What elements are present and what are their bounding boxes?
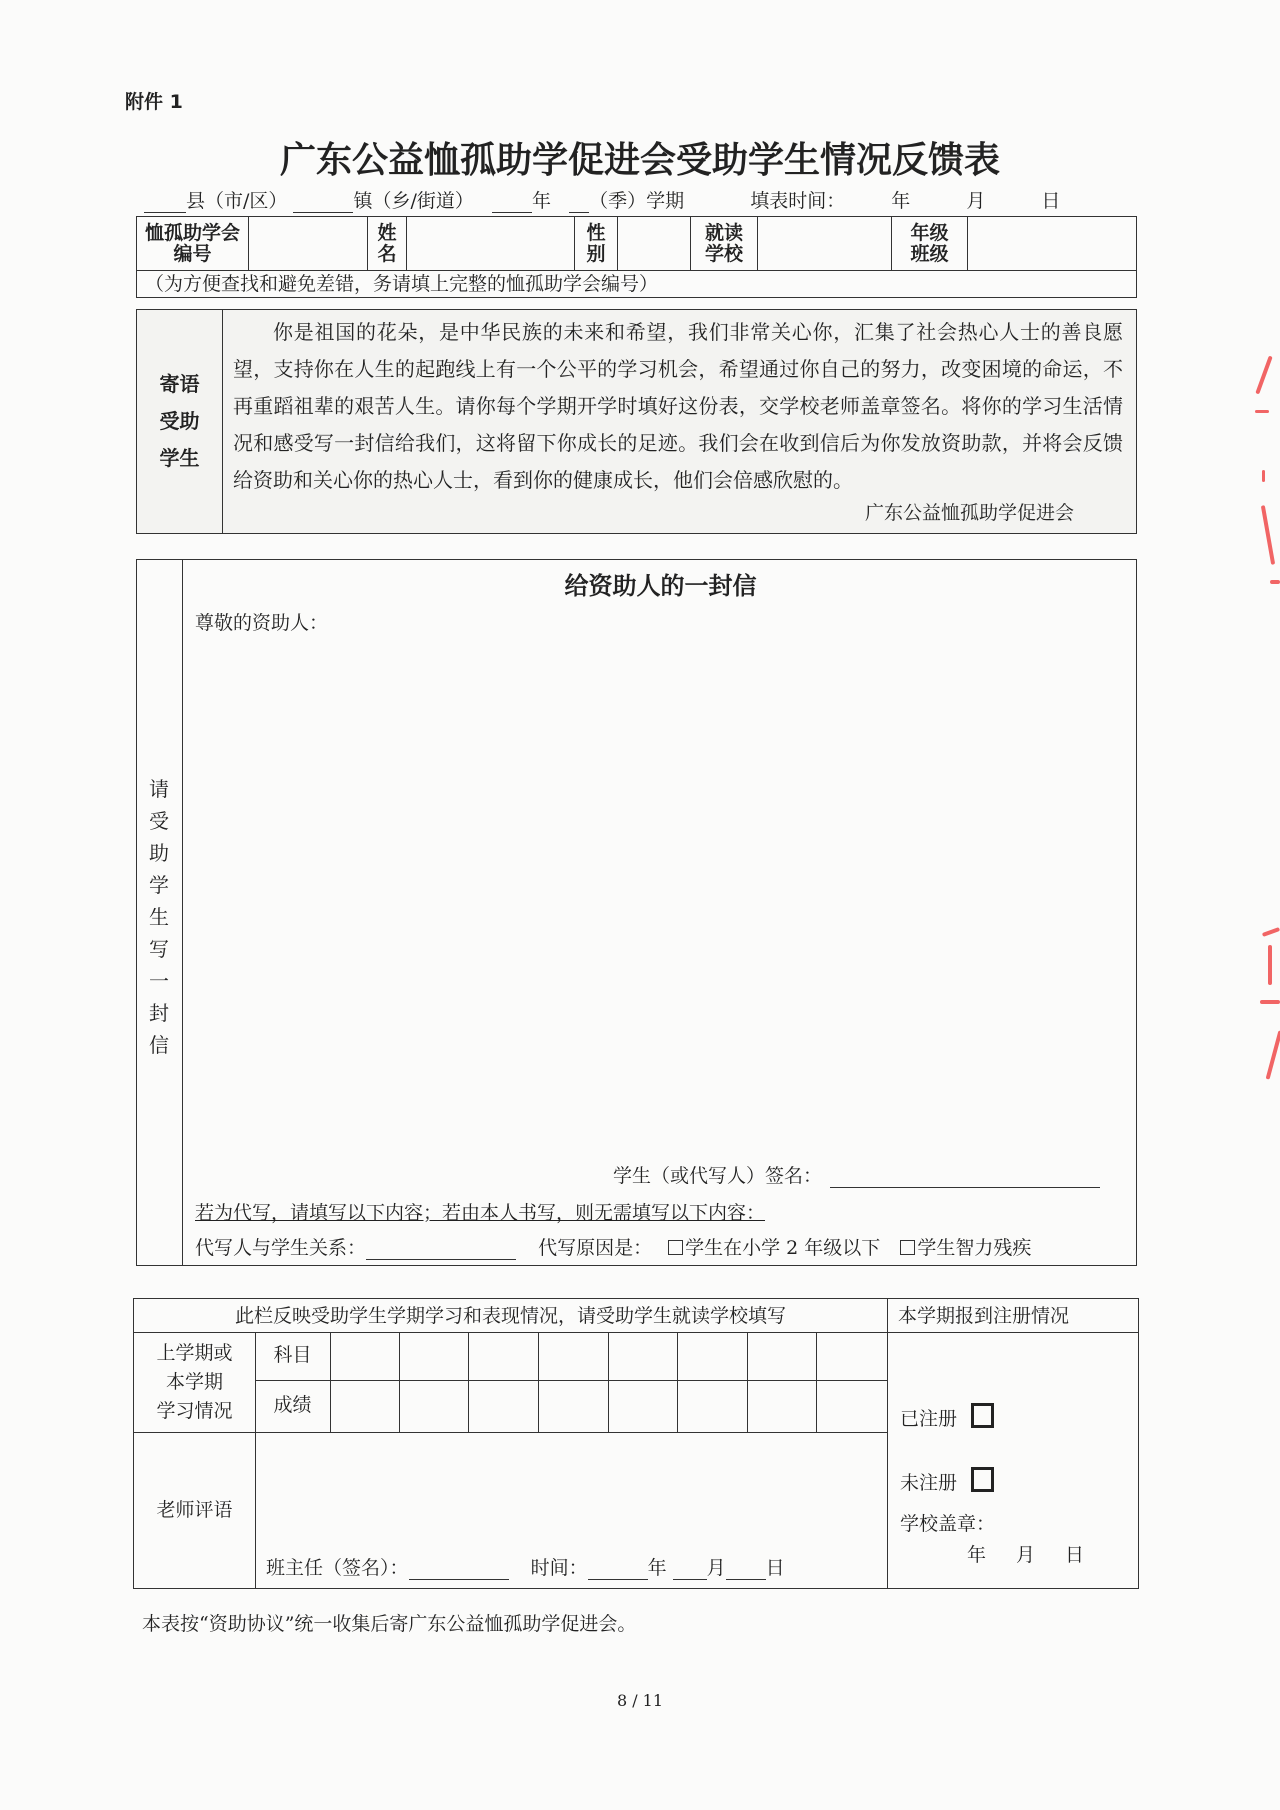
head-teacher-field[interactable] xyxy=(409,1561,509,1580)
school-field[interactable] xyxy=(758,217,892,270)
subject-cell[interactable] xyxy=(539,1332,609,1380)
score-cell[interactable] xyxy=(400,1380,470,1432)
letter-block xyxy=(136,559,1137,1266)
registered-checkbox[interactable] xyxy=(971,1403,994,1428)
town-label: 镇（乡/街道） xyxy=(353,190,474,212)
letter-salutation: 尊敬的资助人： xyxy=(195,612,329,634)
school-label: 就读学校 xyxy=(691,217,758,270)
signature-row xyxy=(613,1165,1100,1188)
school-table xyxy=(133,1298,1139,1589)
class-label: 年级班级 xyxy=(892,217,968,270)
teacher-comment-field[interactable] xyxy=(259,1439,879,1539)
side-label-line: 学生 xyxy=(159,446,200,470)
score-cell[interactable] xyxy=(609,1380,679,1432)
study-label-line: 本学期 xyxy=(165,1371,223,1393)
reason-2-label: 学生智力残疾 xyxy=(917,1237,1032,1259)
name-field[interactable] xyxy=(407,217,575,270)
study-label-line: 上学期或 xyxy=(156,1342,233,1364)
id-label: 恤孤助学会编号 xyxy=(137,217,249,270)
seal-year: 年 xyxy=(967,1544,987,1566)
signature-label: 学生（或代写人）签名： xyxy=(613,1165,823,1187)
proxy-note: 若为代写，请填写以下内容；若由本人书写，则无需填写以下内容： xyxy=(195,1202,766,1224)
subject-cell[interactable] xyxy=(469,1332,539,1380)
study-label xyxy=(134,1339,255,1426)
time-year-label: 年 xyxy=(647,1557,667,1579)
registration-header: 本学期报到注册情况 xyxy=(898,1305,1070,1327)
message-signature: 广东公益恤孤助学促进会 xyxy=(864,502,1074,524)
town-field[interactable] xyxy=(293,194,353,213)
page-number: 8 / 11 xyxy=(616,1691,664,1710)
head-teacher-row xyxy=(266,1557,785,1580)
school-table-header: 此栏反映受助学生学期学习和表现情况，请受助学生就读学校填写 xyxy=(234,1305,786,1327)
side-label-line: 寄语 xyxy=(159,372,200,396)
season-field[interactable] xyxy=(569,194,589,213)
message-side-label xyxy=(137,310,223,533)
page-title: 广东公益恤孤助学促进会受助学生情况反馈表 xyxy=(279,140,1000,181)
letter-heading: 给资助人的一封信 xyxy=(564,572,757,600)
subject-cell[interactable] xyxy=(400,1332,470,1380)
score-label: 成绩 xyxy=(273,1394,312,1416)
side-label-line: 受助 xyxy=(159,409,200,433)
county-field[interactable] xyxy=(144,194,186,213)
subject-cell[interactable] xyxy=(609,1332,679,1380)
relation-label: 代写人与学生关系： xyxy=(195,1237,367,1259)
score-cell[interactable] xyxy=(748,1380,818,1432)
subject-cell[interactable] xyxy=(817,1332,887,1380)
time-year-field[interactable] xyxy=(588,1561,648,1580)
subject-cell[interactable] xyxy=(330,1332,400,1380)
registered-label: 已注册 xyxy=(900,1408,958,1430)
year-field[interactable] xyxy=(492,194,532,213)
subject-label: 科目 xyxy=(273,1344,312,1366)
reason-1-checkbox[interactable] xyxy=(668,1240,683,1255)
letter-side xyxy=(137,560,183,1265)
study-label-line: 学习情况 xyxy=(156,1400,233,1422)
letter-body-area[interactable] xyxy=(187,640,1127,1120)
not-registered-checkbox[interactable] xyxy=(971,1467,994,1492)
not-registered-row xyxy=(900,1467,994,1495)
info-line xyxy=(144,190,1060,213)
fill-time-label: 填表时间： xyxy=(750,190,846,212)
name-label: 姓名 xyxy=(368,217,407,270)
proxy-row xyxy=(195,1237,1031,1260)
not-registered-label: 未注册 xyxy=(900,1472,958,1494)
subject-cell[interactable] xyxy=(748,1332,818,1380)
attachment-label: 附件 1 xyxy=(125,91,183,113)
time-day-label: 日 xyxy=(765,1557,785,1579)
seal-day: 日 xyxy=(1065,1544,1085,1566)
reason-label: 代写原因是： xyxy=(538,1237,653,1259)
id-field[interactable] xyxy=(249,217,368,270)
signature-field[interactable] xyxy=(830,1169,1100,1188)
gender-label: 性别 xyxy=(575,217,618,270)
time-month-label: 月 xyxy=(706,1557,726,1579)
message-block xyxy=(136,309,1137,534)
score-cell[interactable] xyxy=(817,1380,887,1432)
score-cell[interactable] xyxy=(539,1380,609,1432)
teacher-comment-label: 老师评语 xyxy=(156,1499,233,1521)
head-teacher-label: 班主任（签名）： xyxy=(266,1557,409,1579)
time-day-field[interactable] xyxy=(726,1561,766,1580)
fill-month: 月 xyxy=(966,190,986,212)
school-seal-label: 学校盖章： xyxy=(900,1513,996,1535)
fill-year: 年 xyxy=(891,190,911,212)
time-month-field[interactable] xyxy=(673,1561,707,1580)
subject-cell[interactable] xyxy=(678,1332,748,1380)
score-cell[interactable] xyxy=(678,1380,748,1432)
seal-month: 月 xyxy=(1016,1544,1036,1566)
score-cell[interactable] xyxy=(469,1380,539,1432)
student-info-table xyxy=(136,216,1137,298)
year-label: 年 xyxy=(531,190,551,212)
class-field[interactable] xyxy=(968,217,1136,270)
county-label: 县（市/区） xyxy=(186,190,288,212)
seal-date xyxy=(967,1544,1084,1567)
season-label: （季）学期 xyxy=(589,190,685,212)
score-cell[interactable] xyxy=(330,1380,400,1432)
letter-side-label: 请受助学生写一封信 xyxy=(149,777,169,1057)
time-label: 时间： xyxy=(530,1557,588,1579)
id-note: （为方便查找和避免差错，务请填上完整的恤孤助学会编号） xyxy=(145,273,659,295)
registered-row xyxy=(900,1403,994,1431)
gender-field[interactable] xyxy=(618,217,691,270)
relation-field[interactable] xyxy=(366,1241,516,1260)
footnote: 本表按“资助协议”统一收集后寄广东公益恤孤助学促进会。 xyxy=(142,1613,637,1635)
reason-2-checkbox[interactable] xyxy=(900,1240,915,1255)
reason-1-label: 学生在小学 2 年级以下 xyxy=(685,1237,881,1259)
fill-day: 日 xyxy=(1041,190,1061,212)
message-body: 你是祖国的花朵，是中华民族的未来和希望，我们非常关心你，汇集了社会热心人士的善良愿望，支持你在人生的起跑线上有一个公平的学习机会，希望通过你自己的努力，改变困境的命运，不再重蹈祖辈的艰苦人生。请你每个学期开学时填好这份表，交学校老师盖章签名。将你的学习生活情况和感受写一封信给我们，这将留下你成长的足迹。我们会在收到信后为你发放资助款，并将会反馈给资助和关心你的热心人士，看到你的健康成长，他们会倍感欣慰的。 xyxy=(233,320,1123,492)
